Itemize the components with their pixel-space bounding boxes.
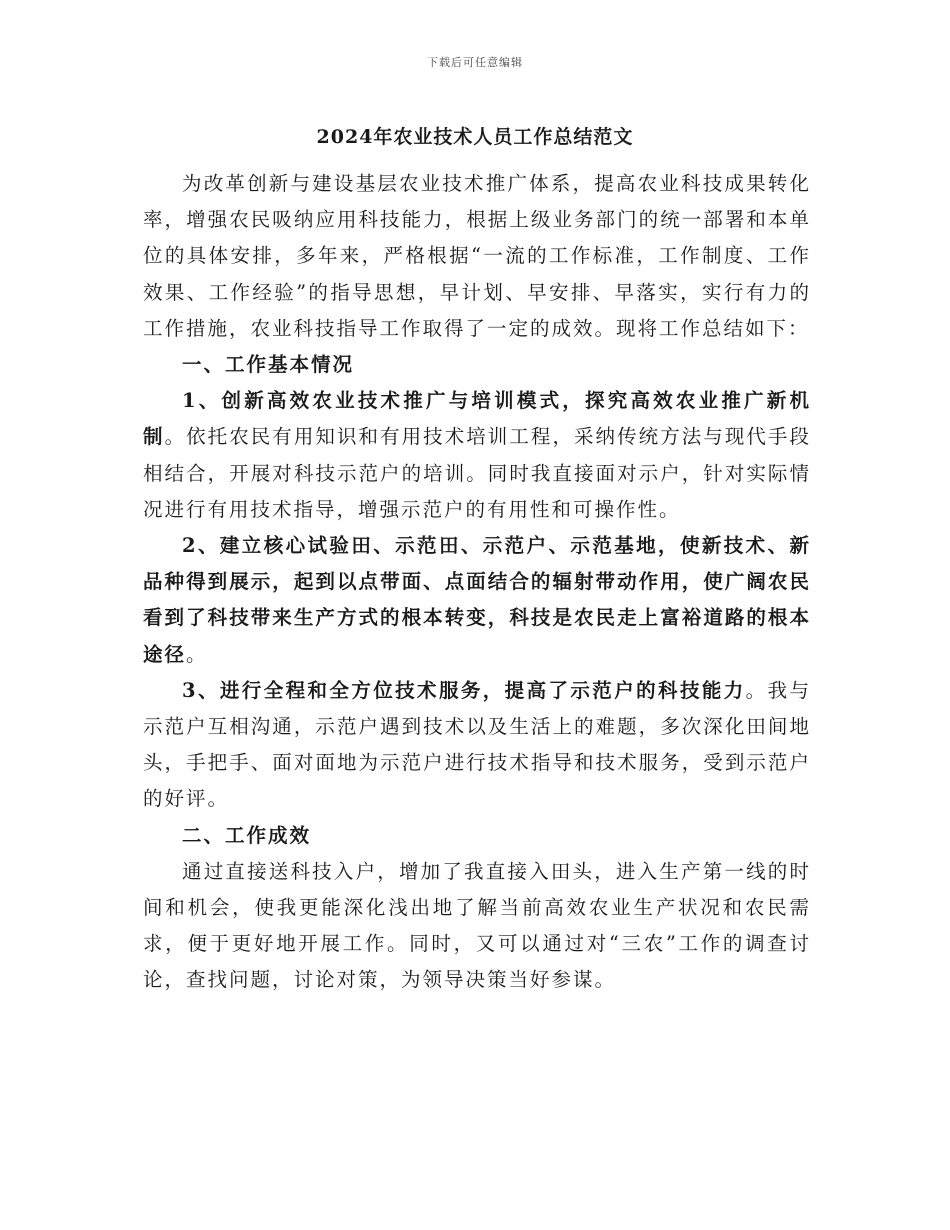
intro-paragraph: 为改革创新与建设基层农业技术推广体系，提高农业科技成果转化率，增强农民吸纳应用科技能力，根据上级业务部门的统一部署和本单位的具体安排，多年来，严格根据“一流的工作标准，工作制度、工作效果、工作经验”的指导思想，早计划、早安排、早落实，实行有力的工作措施，农业科技指导工作取得了一定的成效。现将工作总结如下： xyxy=(143,172,811,340)
item-2-body: 。 xyxy=(186,642,208,666)
item-paragraph-2 xyxy=(143,528,811,673)
section-heading-work-results: 二、工作成效 xyxy=(182,823,312,847)
document-title: 2024年农业技术人员工作总结范文 xyxy=(316,126,634,148)
work-results-paragraph: 通过直接送科技入户，增加了我直接入田头，进入生产第一线的时间和机会，使我更能深化浅出地了解当前高效农业生产状况和农民需求，便于更好地开展工作。同时，又可以通过对“三农”工作的调查讨论，查找问题，讨论对策，为领导决策当好参谋。 xyxy=(143,859,811,992)
item-paragraph-3 xyxy=(143,673,811,818)
item-3-body: 。我与示范户互相沟通，示范户遇到技术以及生活上的难题，多次深化田间地头，手把手、面对面地为示范户进行技术指导和技术服务，受到示范户的好评。 xyxy=(143,678,811,811)
item-1-lead: 1、创新高效农业技术推广与培训模式，探究高效农业推广新机制 xyxy=(143,389,811,449)
item-paragraph-1 xyxy=(143,383,811,528)
item-1-body: 。依托农民有用知识和有用技术培训工程，采纳传统方法与现代手段相结合，开展对科技示范户的培训。同时我直接面对示户，针对实际情况进行有用技术指导，增强示范户的有用性和可操作性。 xyxy=(143,425,811,521)
item-3-lead: 3、进行全程和全方位技术服务，提高了示范户的科技能力 xyxy=(182,678,746,702)
page-header-note: 下载后可任意编辑 xyxy=(427,56,523,69)
section-heading-basic-situation: 一、工作基本情况 xyxy=(182,353,355,377)
item-2-lead: 2、建立核心试验田、示范田、示范户、示范基地，使新技术、新品种得到展示，起到以点带面、点面结合的辐射带动作用，使广阔农民看到了科技带来生产方式的根本转变，科技是农民走上富裕道路的根本途径 xyxy=(143,534,811,666)
document-body xyxy=(143,166,811,999)
